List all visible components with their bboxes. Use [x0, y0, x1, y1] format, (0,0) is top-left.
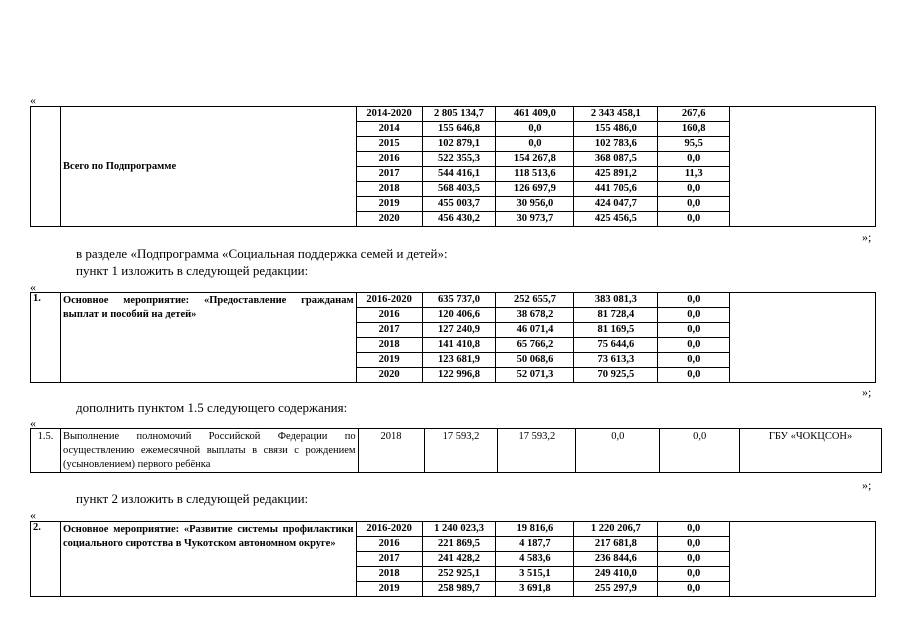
cell-year: 2017 — [356, 323, 422, 338]
cell-federal: 30 973,7 — [496, 212, 574, 227]
cell-total: 252 925,1 — [422, 567, 496, 582]
item-description: Основное мероприятие: «Предоставление гражданам выплат и пособий на детей» — [60, 293, 356, 383]
table-item-1 — [30, 292, 876, 383]
cell-total: 2 805 134,7 — [422, 107, 496, 122]
item-description: Всего по Подпрограмме — [60, 107, 356, 227]
cell-regional: 425 456,5 — [574, 212, 658, 227]
cell-year: 2014-2020 — [356, 107, 422, 122]
cell-regional: 249 410,0 — [574, 567, 658, 582]
cell-federal: 252 655,7 — [496, 293, 574, 308]
cell-year: 2019 — [356, 353, 422, 368]
cell-total: 568 403,5 — [422, 182, 496, 197]
cell-federal: 4 583,6 — [496, 552, 574, 567]
open-quote: « — [30, 280, 36, 294]
cell-other: 0,0 — [658, 293, 730, 308]
cell-federal: 46 071,4 — [496, 323, 574, 338]
cell-other: 0,0 — [658, 567, 730, 582]
cell-total: 544 416,1 — [422, 167, 496, 182]
cell-total: 522 355,3 — [422, 152, 496, 167]
cell-year: 2020 — [356, 212, 422, 227]
cell-year: 2014 — [356, 122, 422, 137]
cell-regional: 155 486,0 — [574, 122, 658, 137]
cell-year: 2016-2020 — [356, 522, 422, 537]
cell-total: 456 430,2 — [422, 212, 496, 227]
cell-regional: 81 169,5 — [574, 323, 658, 338]
cell-executor — [730, 522, 876, 597]
cell-federal: 0,0 — [496, 122, 574, 137]
cell-total: 123 681,9 — [422, 353, 496, 368]
cell-year: 2017 — [356, 552, 422, 567]
close-quote: »; — [862, 478, 872, 492]
cell-regional: 81 728,4 — [574, 308, 658, 323]
cell-regional: 236 844,6 — [574, 552, 658, 567]
cell-regional: 255 297,9 — [574, 582, 658, 597]
cell-federal: 38 678,2 — [496, 308, 574, 323]
table-subprogram-total — [30, 106, 876, 227]
table-row — [31, 522, 876, 537]
cell-other: 0,0 — [658, 522, 730, 537]
cell-regional: 1 220 206,7 — [574, 522, 658, 537]
cell-other: 160,8 — [658, 122, 730, 137]
cell-other: 0,0 — [658, 368, 730, 383]
cell-year: 2020 — [356, 368, 422, 383]
cell-regional: 102 783,6 — [574, 137, 658, 152]
cell-year: 2018 — [356, 567, 422, 582]
item-number — [31, 107, 61, 227]
close-quote: »; — [862, 230, 872, 244]
cell-federal: 65 766,2 — [496, 338, 574, 353]
cell-total: 241 428,2 — [422, 552, 496, 567]
cell-regional: 368 087,5 — [574, 152, 658, 167]
cell-year: 2018 — [358, 429, 424, 473]
cell-year: 2016 — [356, 308, 422, 323]
table-item-1-5 — [30, 428, 882, 473]
cell-federal: 19 816,6 — [496, 522, 574, 537]
cell-total: 127 240,9 — [422, 323, 496, 338]
table-row — [31, 429, 882, 473]
open-quote: « — [30, 93, 36, 107]
cell-other: 0,0 — [658, 152, 730, 167]
cell-total: 1 240 023,3 — [422, 522, 496, 537]
cell-regional: 0,0 — [576, 429, 660, 473]
cell-year: 2016 — [356, 537, 422, 552]
cell-federal: 4 187,7 — [496, 537, 574, 552]
cell-other: 11,3 — [658, 167, 730, 182]
cell-federal: 52 071,3 — [496, 368, 574, 383]
cell-executor — [730, 107, 876, 227]
cell-year: 2016 — [356, 152, 422, 167]
cell-federal: 118 513,6 — [496, 167, 574, 182]
cell-regional: 70 925,5 — [574, 368, 658, 383]
section-paragraph: в разделе «Подпрограмма «Социальная поддержка семей и детей»: — [76, 246, 448, 261]
cell-federal: 461 409,0 — [496, 107, 574, 122]
cell-year: 2019 — [356, 197, 422, 212]
cell-regional: 441 705,6 — [574, 182, 658, 197]
cell-other: 267,6 — [658, 107, 730, 122]
cell-other: 0,0 — [658, 212, 730, 227]
cell-year: 2015 — [356, 137, 422, 152]
cell-federal: 30 956,0 — [496, 197, 574, 212]
cell-other: 0,0 — [658, 308, 730, 323]
cell-total: 455 003,7 — [422, 197, 496, 212]
cell-federal: 50 068,6 — [496, 353, 574, 368]
cell-total: 155 646,8 — [422, 122, 496, 137]
cell-other: 0,0 — [658, 353, 730, 368]
table-item-2 — [30, 521, 876, 597]
cell-total: 221 869,5 — [422, 537, 496, 552]
cell-other: 0,0 — [658, 552, 730, 567]
item-number: 2. — [31, 522, 61, 597]
item-description: Основное мероприятие: «Развитие системы профилактики социального сиротства в Чукотском автономном округе» — [60, 522, 356, 597]
open-quote: « — [30, 416, 36, 430]
cell-other: 0,0 — [658, 338, 730, 353]
table-row — [31, 107, 876, 122]
cell-regional: 73 613,3 — [574, 353, 658, 368]
cell-total: 17 593,2 — [424, 429, 498, 473]
cell-total: 141 410,8 — [422, 338, 496, 353]
item15-paragraph: дополнить пунктом 1.5 следующего содержания: — [76, 400, 348, 415]
cell-regional: 75 644,6 — [574, 338, 658, 353]
cell-federal: 17 593,2 — [498, 429, 576, 473]
cell-other: 0,0 — [658, 582, 730, 597]
cell-total: 122 996,8 — [422, 368, 496, 383]
cell-regional: 383 081,3 — [574, 293, 658, 308]
cell-year: 2018 — [356, 182, 422, 197]
cell-federal: 126 697,9 — [496, 182, 574, 197]
cell-year: 2017 — [356, 167, 422, 182]
cell-regional: 217 681,8 — [574, 537, 658, 552]
cell-total: 102 879,1 — [422, 137, 496, 152]
cell-other: 0,0 — [660, 429, 740, 473]
cell-federal: 154 267,8 — [496, 152, 574, 167]
cell-federal: 3 691,8 — [496, 582, 574, 597]
item-number: 1. — [31, 293, 61, 383]
cell-year: 2018 — [356, 338, 422, 353]
cell-other: 0,0 — [658, 323, 730, 338]
cell-other: 0,0 — [658, 197, 730, 212]
cell-total: 258 989,7 — [422, 582, 496, 597]
table-row — [31, 293, 876, 308]
cell-other: 95,5 — [658, 137, 730, 152]
cell-executor: ГБУ «ЧОКЦСОН» — [740, 429, 882, 473]
cell-total: 635 737,0 — [422, 293, 496, 308]
cell-total: 120 406,6 — [422, 308, 496, 323]
item-description: Выполнение полномочий Российской Федерации по осуществлению ежемесячной выплаты в связи с рождением (усыновлением) первого ребёнка — [60, 429, 358, 473]
cell-federal: 3 515,1 — [496, 567, 574, 582]
open-quote: « — [30, 508, 36, 522]
cell-federal: 0,0 — [496, 137, 574, 152]
cell-other: 0,0 — [658, 537, 730, 552]
cell-year: 2019 — [356, 582, 422, 597]
item2-paragraph: пункт 2 изложить в следующей редакции: — [76, 491, 309, 506]
cell-regional: 424 047,7 — [574, 197, 658, 212]
close-quote: »; — [862, 385, 872, 399]
item1-paragraph: пункт 1 изложить в следующей редакции: — [76, 263, 309, 278]
cell-other: 0,0 — [658, 182, 730, 197]
cell-regional: 425 891,2 — [574, 167, 658, 182]
cell-executor — [730, 293, 876, 383]
cell-regional: 2 343 458,1 — [574, 107, 658, 122]
item-number: 1.5. — [31, 429, 61, 473]
cell-year: 2016-2020 — [356, 293, 422, 308]
